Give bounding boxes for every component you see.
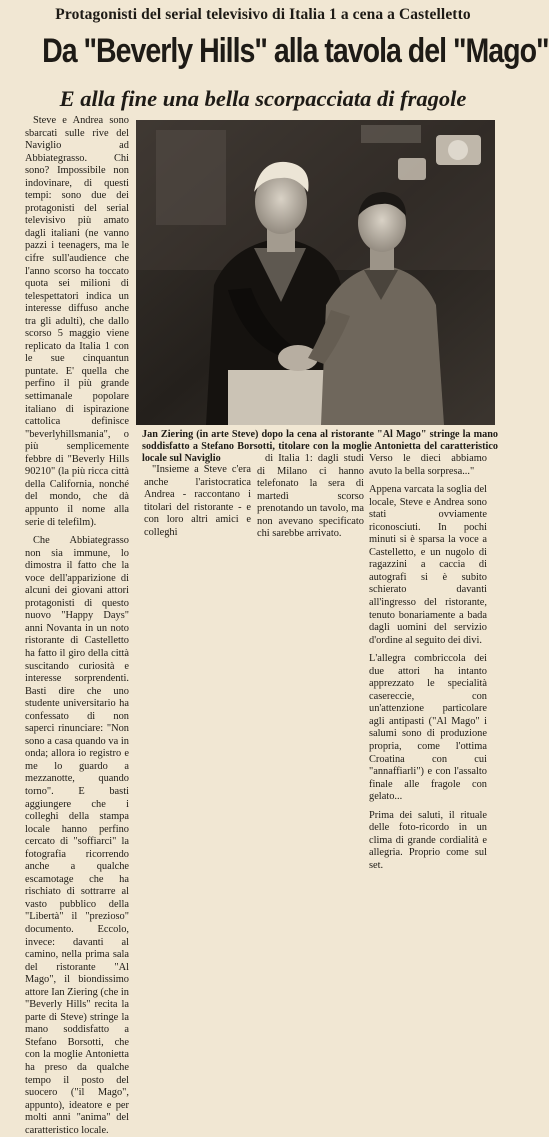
paragraph: Verso le dieci abbiamo avuto la bella sorpresa..." xyxy=(369,453,487,477)
kicker: Protagonisti del serial televisivo di Italia 1 a cena a Castelletto xyxy=(55,6,471,23)
paragraph: Che Abbiategrasso non sia immune, lo dimostra il fatto che la voce dell'apparizione di alcuni dei giovani attori protagonisti di questo nuovo "Happy Days" anni Novanta in un noto ristorante di Castelletto ha fatto il giro della città suscitando curiosità e interesse sorprendenti. Basti dire che uno studente universitario ha confessato di non saperci rinunciare: "Non sono a casa quando va in onda; allora io registro e me lo guardo a mezzanotte, quando torno". E basti aggiungere che i colleghi della stampa locale hanno perfino cercato di "soffiarci" la fotografia ricorrendo anche a qualche escamotage che ha rischiato di sottrarre al vasto pubblico della "Libertà" il "prezioso" documento. Eccolo, invece: davanti al camino, nella prima sala del ristorante "Al Mago", il biondissimo attore Ian Ziering (che in "Beverly Hills" recita la parte di Steve) stringe la mano soddisfatto a Stefano Borsotti, che con la moglie Antonietta ha preso da qualche tempo il posto del suocero ("il Mago", appunto), ideatore e per molti anni "anima" del caratteristico locale. xyxy=(25,535,129,1136)
paragraph: Prima dei saluti, il rituale delle foto-ricordo in un clima di grande cordialità e allegria. Proprio come sul set. xyxy=(369,809,487,871)
article-column-4 xyxy=(369,453,487,871)
article-column-1 xyxy=(25,115,129,1136)
paragraph: Steve e Andrea sono sbarcati sulle rive del Naviglio ad Abbiategrasso. Chi sono? Impossibile non indovinare, di questi tempi: sono due dei protagonisti del serial televisivo più amato dagli italiani (ne vanno pazzi i teenagers, ma le cifre sull'audience che l'anno scorso ha toccato quota sei milioni di telespettatori indica un interesse diffuso anche tra gli adulti), che dallo scorso 5 maggio viene replicato da Italia 1 con le sue cinquantun puntate. E' quella che perfino il più grande settimanale popolare italiano di ispirazione cattolica definisce "beverlyhillsmania", o più semplicemente febbre di "Beverly Hills 90210" (la più ricca città della California, nonché del mondo, che dà appunto il nome alla serie di telefilm). xyxy=(25,115,129,528)
subheadline: E alla fine una bella scorpacciata di fragole xyxy=(59,86,467,111)
photo-illustration xyxy=(136,120,495,425)
photo-caption: Jan Ziering (in arte Steve) dopo la cena al ristorante "Al Mago" stringe la mano soddisfatto a Stefano Borsotti, titolare con la moglie Antonietta del caratteristico locale sul Naviglio xyxy=(142,429,498,464)
article-column-3 xyxy=(257,453,364,553)
paragraph: di Italia 1: dagli studi di Milano ci hanno telefonato la sera di martedì scorso prenotando un tavolo, ma non avevano specificato chi sarebbe arrivato. xyxy=(257,453,364,540)
article-column-2 xyxy=(144,464,251,554)
paragraph: "Insieme a Steve c'era anche l'aristocratica Andrea - raccontano i titolari del ristorante - e con loro altri amici e colleghi xyxy=(144,464,251,538)
article-photo xyxy=(136,120,495,425)
blank-area xyxy=(131,560,363,731)
paragraph: L'allegra combriccola dei due attori ha intanto apprezzato le specialità casereccie, con un'attenzione particolare agli antipasti ("Al Mago" i salumi sono di produzione propria, come l'ottima Croatina con cui "annaffiarli") e con l'assalto finale alle fragole con gelato... xyxy=(369,653,487,803)
paragraph: Appena varcata la soglia del locale, Steve e Andrea sono stati ovviamente riconosciuti. In pochi minuti si è sparsa la voce a Castelletto, e un nugolo di ragazzini a caccia di autografi si è subito schierato davanti all'ingresso del ristorante, tenuto bonariamente a bada dagli uomini del servizio d'ordine al seguito dei divi. xyxy=(369,484,487,646)
headline: Da "Beverly Hills" alla tavola del "Mago" xyxy=(42,32,549,70)
